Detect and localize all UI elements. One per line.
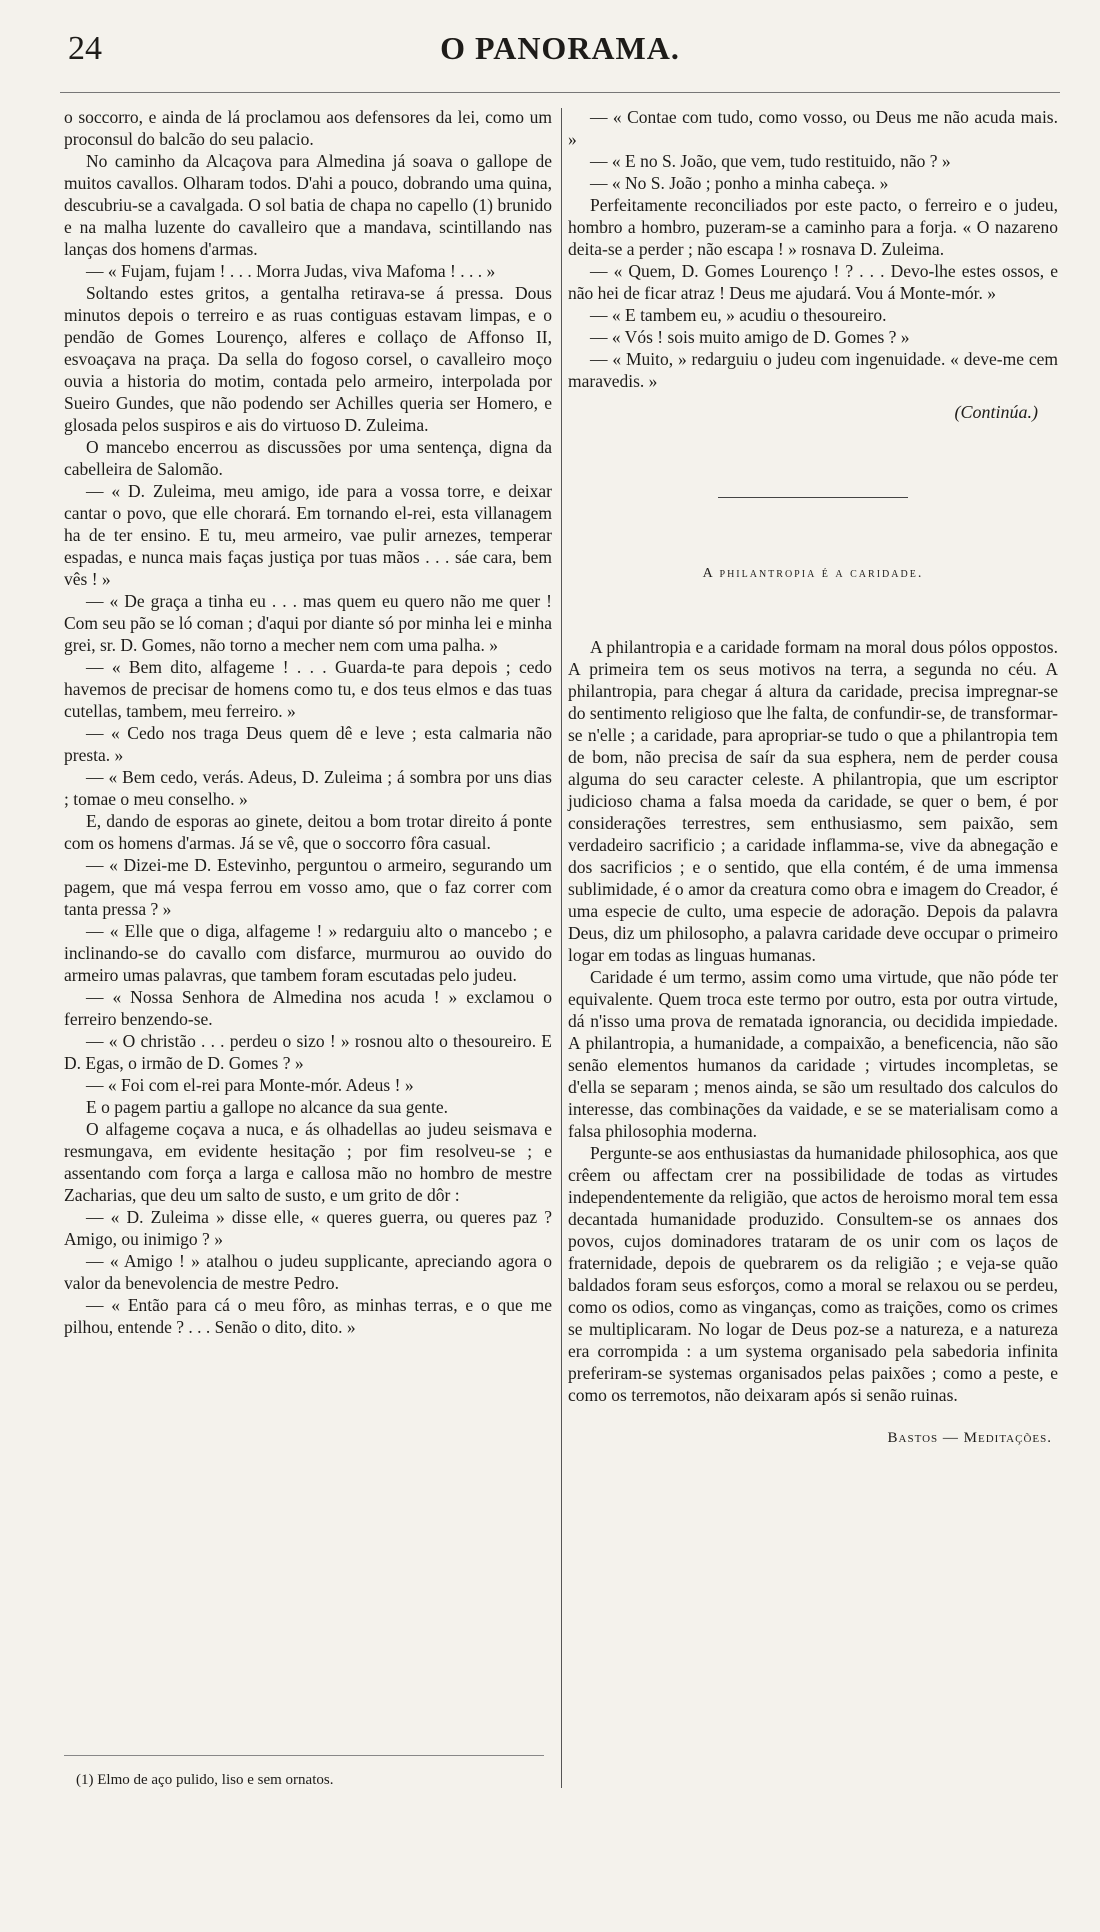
footnote-rule: [64, 1755, 544, 1756]
continua-note: (Continúa.): [954, 402, 1038, 422]
paragraph: o soccorro, e ainda de lá proclamou aos defensores da lei, como um proconsul do balcão do seu palacio.: [64, 107, 552, 149]
paragraph: — « Quem, D. Gomes Lourenço ! ? . . . Devo-lhe estes ossos, e não hei de ficar atraz ! Deus me ajudará. Vou á Monte-mór. »: [568, 261, 1058, 303]
paragraph: Perfeitamente reconciliados por este pacto, o ferreiro e o judeu, hombro a hombro, puzeram-se a caminho para a forja. « O nazareno deita-se a perder ; não escapa ! » rosnava D. Zuleima.: [568, 195, 1058, 259]
paragraph: — « Foi com el-rei para Monte-mór. Adeus ! »: [86, 1075, 414, 1095]
page-number: 24: [68, 30, 102, 67]
paragraph: No caminho da Alcaçova para Almedina já soava o gallope de muitos cavallos. Olharam todos. D'ahi a pouco, dobrando uma quina, descubriu-se a cavalgada. O sol batia de chapa no capello (1) brunido e na malha luzente do cavalleiro que a mandava, scintillando nas lanças dos homens d'armas.: [64, 151, 552, 259]
paragraph: — « No S. João ; ponho a minha cabeça. »: [590, 173, 889, 193]
title-part: philantropia: [719, 566, 817, 581]
section-title: [568, 566, 1058, 582]
paragraph: — « Contae com tudo, como vosso, ou Deus me não acuda mais. »: [568, 107, 1058, 149]
paragraph: — « Nossa Senhora de Almedina nos acuda ! » exclamou o ferreiro benzendo-se.: [64, 987, 552, 1029]
paragraph: — « Bem cedo, verás. Adeus, D. Zuleima ; á sombra por uns dias ; tomae o meu conselho. »: [64, 767, 552, 809]
paragraph: O mancebo encerrou as discussões por uma sentença, digna da cabelleira de Salomão.: [64, 437, 552, 479]
paragraph: — « D. Zuleima » disse elle, « queres guerra, ou queres paz ? Amigo, ou inimigo ? »: [64, 1207, 552, 1249]
paragraph: — « Fujam, fujam ! . . . Morra Judas, viva Mafoma ! . . . »: [86, 261, 496, 281]
paragraph: — « Então para cá o meu fôro, as minhas terras, e o que me pilhou, entende ? . . . Senão o dito, dito. »: [64, 1295, 552, 1337]
paragraph: — « Bem dito, alfageme ! . . . Guarda-te para depois ; cedo havemos de precisar de homens como tu, e dos teus elmos e das tuas cutellas, tambem, meu ferreiro. »: [64, 657, 552, 721]
paragraph: — « E no S. João, que vem, tudo restituido, não ? »: [590, 151, 951, 171]
header-rule: [60, 92, 1060, 93]
page-header: [40, 20, 1080, 70]
section-divider: [718, 497, 908, 498]
footnote: (1) Elmo de aço pulido, liso e sem ornatos.: [76, 1772, 334, 1788]
paragraph: — « D. Zuleima, meu amigo, ide para a vossa torre, e deixar cantar o povo, que elle chorará. Em tornando el-rei, esta villanagem ha de ter ensino. E tu, meu armeiro, vae pulir arnezes, temperar espadas, e nunca mais faças justiça por tuas mãos . . . sáe cara, bem vês ! »: [64, 481, 552, 589]
paragraph: Pergunte-se aos enthusiastas da humanidade philosophica, aos que crêem ou affectam crer na possibilidade de todas as virtudes independentemente da religião, que actos de heroismo moral tem essa decantada humanidade produzido. Consultem-se os annaes dos povos, cujos dominadores trataram de os unir com os laços de fraternidade, depois de quebrarem os da religião ; e veja-se quão baldados foram seus esforços, como a moral se relaxou ou se perdeu, como os odios, como as vinganças, como as traições, como os crimes se multiplicaram. No logar de Deus poz-se a natureza, e a natureza era corrompida : a um systema organisado pela sabedoria infinita preferiram-se systemas organisados pelas paixões ; como a peste, e como os terremotos, não deixaram após si senão ruinas.: [568, 1143, 1058, 1405]
paragraph: E o pagem partiu a gallope no alcance da sua gente.: [86, 1097, 448, 1117]
title-part: caridade: [850, 566, 918, 581]
paragraph: — « Vós ! sois muito amigo de D. Gomes ? »: [590, 327, 910, 347]
paragraph: — « Dizei-me D. Estevinho, perguntou o armeiro, segurando um pagem, que má vespa ferrou em vosso amo, que o faz correr com tanta pressa ? »: [64, 855, 552, 919]
paragraph: O alfageme coçava a nuca, e ás olhadellas ao judeu seismava e resmungava, em evidente hesitação ; por fim resolveu-se ; e assentando com força a larga e callosa mão no hombro de mestre Zacharias, que deu um salto de susto, e um grito de dôr :: [64, 1119, 552, 1205]
paragraph: — « De graça a tinha eu . . . mas quem eu quero não me quer ! Com seu pão se ló coman ; d'aqui por diante só por minha lei e minha grei, sr. D. Gomes, não torno a mecher nem com uma palha. »: [64, 591, 552, 655]
paragraph: Soltando estes gritos, a gentalha retirava-se á pressa. Dous minutos depois o terreiro e as ruas contiguas estavam limpas, e o pendão de Gomes Lourenço, alferes e collaço de Affonso II, esvoaçava na praça. Da sella do fogoso corsel, o cavalleiro moço ouvia a historia do motim, contada pelo armeiro, interpolada por Sueiro Gundes, que não podendo ser Achilles queria ser Homero, e glosada pelos suspiros e ais do virtuoso D. Zuleima.: [64, 283, 552, 435]
column-rule: [561, 108, 562, 1788]
left-column: [64, 106, 552, 1338]
attribution: Bastos — Meditações.: [887, 1430, 1052, 1446]
paragraph: Caridade é um termo, assim como uma virtude, que não póde ter equivalente. Quem troca este termo por outro, esta por outra virtude, dá n'isso uma prova de rematada ignorancia, ou decidida impiedade. A philantropia, a humanidade, a compaixão, a beneficencia, não são senão elementos humanos da caridade ; virtudes incompletas, se d'ella se separam ; menos ainda, se são um resultado dos calculos do interesse, das combinações da vaidade, e se se materialisam como a falsa philosophia moderna.: [568, 967, 1058, 1141]
paragraph: — « Amigo ! » atalhou o judeu supplicante, apreciando agora o valor da benevolencia de mestre Pedro.: [64, 1251, 552, 1293]
paragraph: — « E tambem eu, » acudiu o thesoureiro.: [590, 305, 887, 325]
title-part: é a: [816, 566, 851, 581]
paragraph: — « Cedo nos traga Deus quem dê e leve ; esta calmaria não presta. »: [64, 723, 552, 765]
right-column: [568, 106, 1058, 1447]
journal-title: O PANORAMA.: [440, 30, 680, 66]
title-part: A: [702, 566, 720, 581]
paragraph: — « Elle que o diga, alfageme ! » redarguiu alto o mancebo ; e inclinando-se do cavallo com disfarce, murmurou ao ouvido do armeiro umas palavras, que tambem foram escutadas pelo judeu.: [64, 921, 552, 985]
paragraph: E, dando de esporas ao ginete, deitou a bom trotar direito á ponte com os homens d'armas. Já se vê, que o soccorro fôra casual.: [64, 811, 552, 853]
paragraph: A philantropia e a caridade formam na moral dous pólos oppostos. A primeira tem os seus motivos na terra, a segunda no céu. A philantropia, para chegar á altura da caridade, precisa impregnar-se do sentimento religioso que lhe falta, de confundir-se, de transformar-se n'elle ; a caridade, para apropriar-se tudo o que a philantropia tem de bom, não precisa de saír da sua esphera, nem de perder cousa alguma do seu caracter celeste. A philantropia, que um escriptor judicioso chama a falsa moeda da caridade, se quer o bem, é por considerações terrestres, sem enthusiasmo, sem paixão, sem verdadeiro sacrificio ; a caridade inflamma-se, vive da abnegação e dos sacrificios ; e o sentido, que ella contém, é de uma immensa sublimidade, é o amor da creatura como obra e imagem do Creador, é uma especie de culto, uma especie de adoração. Depois da palavra Deus, diz um philosopho, a palavra caridade deve occupar o primeiro logar em todas as linguas humanas.: [568, 637, 1058, 965]
title-part: .: [917, 566, 924, 581]
paragraph: — « Muito, » redarguiu o judeu com ingenuidade. « deve-me cem maravedis. »: [568, 349, 1058, 391]
paragraph: — « O christão . . . perdeu o sizo ! » rosnou alto o thesoureiro. E D. Egas, o irmão de D. Gomes ? »: [64, 1031, 552, 1073]
